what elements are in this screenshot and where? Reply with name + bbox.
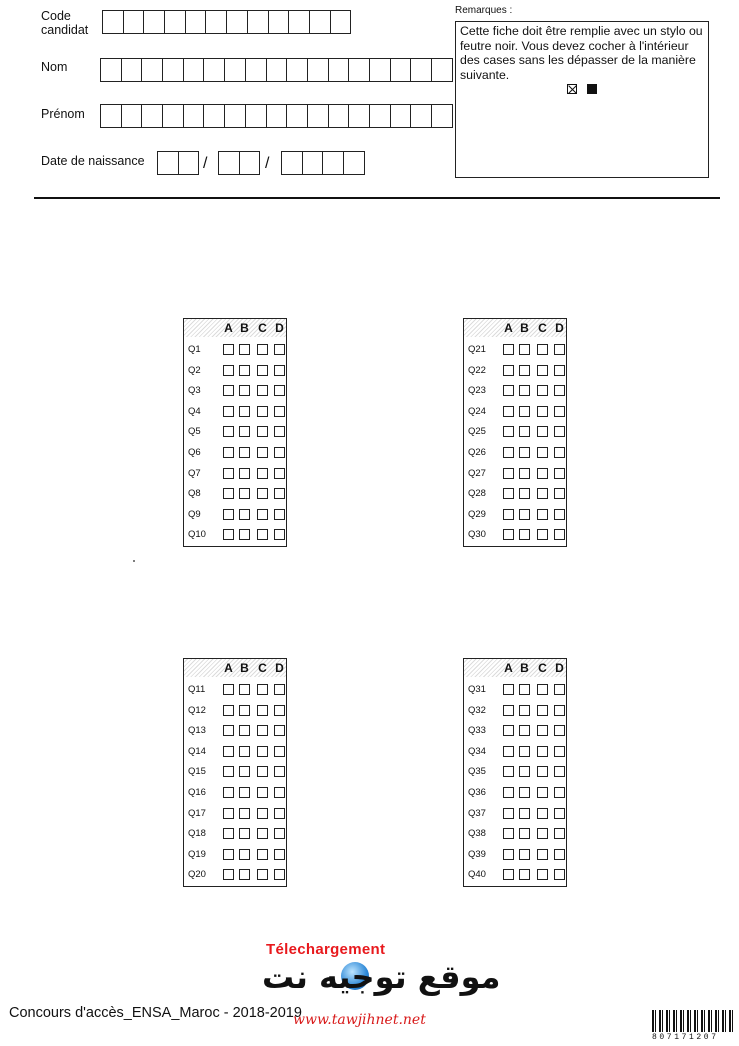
question-label: Q2 <box>188 364 201 376</box>
answer-checkbox[interactable] <box>257 426 268 437</box>
question-label: Q9 <box>188 508 201 520</box>
answer-checkbox[interactable] <box>537 705 548 716</box>
answer-checkbox[interactable] <box>223 509 234 520</box>
answer-checkbox[interactable] <box>274 746 285 757</box>
divider <box>34 197 720 199</box>
answer-checkbox[interactable] <box>537 746 548 757</box>
filled-box-icon <box>587 84 597 94</box>
choice-letter: C <box>258 661 267 675</box>
question-label: Q21 <box>468 344 486 355</box>
code-candidat-label: Code candidat <box>41 9 89 37</box>
answer-block-header <box>184 319 286 337</box>
answer-checkbox[interactable] <box>537 344 548 355</box>
answer-checkbox[interactable] <box>257 705 268 716</box>
question-row <box>464 505 566 525</box>
question-row <box>464 742 566 762</box>
question-label: Q16 <box>188 787 206 798</box>
answer-checkbox[interactable] <box>257 787 268 798</box>
answer-checkbox[interactable] <box>239 849 250 860</box>
answer-checkbox[interactable] <box>503 385 514 396</box>
question-label: Q24 <box>468 405 486 417</box>
answer-checkbox[interactable] <box>257 468 268 479</box>
question-row <box>464 680 566 700</box>
answer-checkbox[interactable] <box>239 684 250 695</box>
answer-checkbox[interactable] <box>274 725 285 736</box>
answer-checkbox[interactable] <box>257 746 268 757</box>
question-row <box>184 381 286 401</box>
answer-checkbox[interactable] <box>223 725 234 736</box>
question-row <box>184 422 286 442</box>
question-label: Q22 <box>468 364 486 376</box>
answer-checkbox[interactable] <box>274 705 285 716</box>
answer-checkbox[interactable] <box>503 529 514 540</box>
answer-block-header <box>464 659 566 677</box>
question-row <box>184 340 286 360</box>
question-row <box>184 443 286 463</box>
answer-checkbox[interactable] <box>274 828 285 839</box>
answer-checkbox[interactable] <box>554 344 565 355</box>
answer-checkbox[interactable] <box>274 849 285 860</box>
answer-checkbox[interactable] <box>519 406 530 417</box>
question-label: Q27 <box>468 467 486 479</box>
answer-checkbox[interactable] <box>503 406 514 417</box>
question-label: Q32 <box>468 704 486 716</box>
answer-checkbox[interactable] <box>503 468 514 479</box>
answer-checkbox[interactable] <box>239 509 250 520</box>
answer-checkbox[interactable] <box>223 684 234 695</box>
dob-month-field[interactable] <box>218 151 260 175</box>
answer-checkbox[interactable] <box>274 406 285 417</box>
answer-checkbox[interactable] <box>503 787 514 798</box>
stray-dot <box>133 560 135 562</box>
question-row <box>184 505 286 525</box>
answer-checkbox[interactable] <box>554 426 565 437</box>
question-row <box>184 804 286 824</box>
question-label: Q28 <box>468 488 486 500</box>
question-label: Q37 <box>468 807 486 819</box>
answer-block-1 <box>183 318 287 547</box>
question-row <box>184 824 286 844</box>
answer-checkbox[interactable] <box>503 725 514 736</box>
answer-checkbox[interactable] <box>239 529 250 540</box>
prenom-field[interactable] <box>100 104 453 128</box>
answer-checkbox[interactable] <box>537 725 548 736</box>
answer-checkbox[interactable] <box>537 447 548 458</box>
answer-checkbox[interactable] <box>503 828 514 839</box>
question-row <box>464 783 566 803</box>
answer-checkbox[interactable] <box>223 468 234 479</box>
answer-checkbox[interactable] <box>503 488 514 499</box>
question-row <box>184 721 286 741</box>
answer-checkbox[interactable] <box>274 365 285 376</box>
answer-checkbox[interactable] <box>257 684 268 695</box>
remarks-title: Remarques : <box>455 5 513 16</box>
answer-checkbox[interactable] <box>223 488 234 499</box>
answer-checkbox[interactable] <box>503 705 514 716</box>
answer-checkbox[interactable] <box>223 705 234 716</box>
answer-checkbox[interactable] <box>537 869 548 880</box>
answer-checkbox[interactable] <box>503 509 514 520</box>
remarks-box <box>455 21 709 178</box>
answer-checkbox[interactable] <box>503 849 514 860</box>
choice-letter: B <box>520 661 529 675</box>
answer-checkbox[interactable] <box>519 787 530 798</box>
answer-checkbox[interactable] <box>503 426 514 437</box>
answer-checkbox[interactable] <box>274 344 285 355</box>
answer-checkbox[interactable] <box>257 869 268 880</box>
answer-checkbox[interactable] <box>274 385 285 396</box>
question-label: Q39 <box>468 848 486 860</box>
question-label: Q40 <box>468 869 486 881</box>
question-row <box>464 762 566 782</box>
question-row <box>184 361 286 381</box>
answer-checkbox[interactable] <box>519 509 530 520</box>
answer-checkbox[interactable] <box>239 869 250 880</box>
question-row <box>464 721 566 741</box>
question-label: Q4 <box>188 405 201 417</box>
choice-letter: C <box>258 321 267 335</box>
answer-checkbox[interactable] <box>503 766 514 777</box>
question-row <box>464 804 566 824</box>
answer-checkbox[interactable] <box>537 766 548 777</box>
dob-separator: / <box>203 155 208 172</box>
question-label: Q6 <box>188 447 201 458</box>
question-label: Q7 <box>188 467 201 479</box>
question-label: Q34 <box>468 745 486 757</box>
question-label: Q5 <box>188 426 201 438</box>
answer-checkbox[interactable] <box>239 746 250 757</box>
choice-letter: B <box>240 661 249 675</box>
answer-checkbox[interactable] <box>239 808 250 819</box>
barcode-number: 807171207 <box>652 1033 719 1042</box>
answer-checkbox[interactable] <box>503 447 514 458</box>
question-label: Q17 <box>188 807 206 819</box>
question-label: Q29 <box>468 508 486 520</box>
answer-checkbox[interactable] <box>239 447 250 458</box>
answer-checkbox[interactable] <box>554 705 565 716</box>
answer-checkbox[interactable] <box>537 488 548 499</box>
question-row <box>464 402 566 422</box>
answer-checkbox[interactable] <box>537 529 548 540</box>
answer-checkbox[interactable] <box>274 787 285 798</box>
answer-checkbox[interactable] <box>519 365 530 376</box>
answer-checkbox[interactable] <box>519 344 530 355</box>
answer-checkbox[interactable] <box>223 746 234 757</box>
question-label: Q35 <box>468 766 486 778</box>
answer-checkbox[interactable] <box>223 406 234 417</box>
answer-checkbox[interactable] <box>554 746 565 757</box>
answer-block-header <box>184 659 286 677</box>
question-label: Q20 <box>188 869 206 881</box>
choice-letter: A <box>504 321 513 335</box>
answer-checkbox[interactable] <box>223 828 234 839</box>
watermark-download-text: Télechargement <box>266 941 386 958</box>
answer-checkbox[interactable] <box>519 488 530 499</box>
answer-checkbox[interactable] <box>274 468 285 479</box>
answer-checkbox[interactable] <box>519 705 530 716</box>
crossed-box-icon <box>567 84 577 94</box>
choice-letter: D <box>555 661 564 675</box>
answer-checkbox[interactable] <box>554 828 565 839</box>
answer-checkbox[interactable] <box>257 488 268 499</box>
answer-checkbox[interactable] <box>537 426 548 437</box>
answer-checkbox[interactable] <box>223 787 234 798</box>
marking-example <box>460 84 704 94</box>
choice-letter: D <box>275 661 284 675</box>
answer-checkbox[interactable] <box>223 365 234 376</box>
remarks-text: Cette fiche doit être remplie avec un stylo ou feutre noir. Vous devez cocher à l'intérieur des cases sans les dépasser de la manière suivante. <box>460 24 703 82</box>
question-row <box>464 484 566 504</box>
question-row <box>184 742 286 762</box>
answer-checkbox[interactable] <box>537 406 548 417</box>
answer-checkbox[interactable] <box>223 447 234 458</box>
question-label: Q26 <box>468 447 486 458</box>
footer-text: Concours d'accès_ENSA_Maroc - 2018-2019 <box>9 1005 302 1021</box>
answer-checkbox[interactable] <box>274 447 285 458</box>
question-row <box>184 845 286 865</box>
question-label: Q1 <box>188 344 201 355</box>
answer-checkbox[interactable] <box>537 849 548 860</box>
choice-letter: C <box>538 661 547 675</box>
answer-checkbox[interactable] <box>239 828 250 839</box>
watermark-arabic-logo: موقع توجيه نت <box>262 958 501 996</box>
answer-checkbox[interactable] <box>537 787 548 798</box>
answer-checkbox[interactable] <box>239 426 250 437</box>
nom-label: Nom <box>41 60 68 74</box>
barcode-icon <box>652 1010 736 1032</box>
question-row <box>464 361 566 381</box>
answer-checkbox[interactable] <box>257 529 268 540</box>
question-label: Q38 <box>468 828 486 840</box>
answer-checkbox[interactable] <box>537 509 548 520</box>
question-label: Q36 <box>468 787 486 798</box>
answer-checkbox[interactable] <box>519 766 530 777</box>
answer-checkbox[interactable] <box>274 529 285 540</box>
answer-checkbox[interactable] <box>503 684 514 695</box>
answer-checkbox[interactable] <box>503 365 514 376</box>
answer-checkbox[interactable] <box>554 684 565 695</box>
answer-checkbox[interactable] <box>257 725 268 736</box>
choice-letter: B <box>240 321 249 335</box>
question-label: Q25 <box>468 426 486 438</box>
question-row <box>184 701 286 721</box>
answer-checkbox[interactable] <box>223 849 234 860</box>
answer-checkbox[interactable] <box>239 365 250 376</box>
answer-checkbox[interactable] <box>537 365 548 376</box>
answer-checkbox[interactable] <box>537 468 548 479</box>
answer-checkbox[interactable] <box>519 828 530 839</box>
question-row <box>184 402 286 422</box>
answer-checkbox[interactable] <box>503 869 514 880</box>
question-label: Q30 <box>468 529 486 541</box>
choice-letter: A <box>224 661 233 675</box>
answer-checkbox[interactable] <box>239 385 250 396</box>
choice-letter: A <box>504 661 513 675</box>
question-row <box>464 845 566 865</box>
question-row <box>464 464 566 484</box>
dob-separator: / <box>265 155 270 172</box>
answer-checkbox[interactable] <box>223 869 234 880</box>
question-row <box>464 340 566 360</box>
answer-checkbox[interactable] <box>257 509 268 520</box>
answer-checkbox[interactable] <box>537 385 548 396</box>
answer-checkbox[interactable] <box>239 468 250 479</box>
question-label: Q13 <box>188 725 206 737</box>
answer-checkbox[interactable] <box>519 684 530 695</box>
answer-checkbox[interactable] <box>257 808 268 819</box>
answer-checkbox[interactable] <box>554 808 565 819</box>
question-row <box>184 783 286 803</box>
question-label: Q31 <box>468 684 486 695</box>
question-label: Q33 <box>468 725 486 737</box>
answer-checkbox[interactable] <box>554 365 565 376</box>
choice-letter: A <box>224 321 233 335</box>
answer-checkbox[interactable] <box>239 344 250 355</box>
answer-checkbox[interactable] <box>274 766 285 777</box>
answer-checkbox[interactable] <box>257 406 268 417</box>
date-naissance-label: Date de naissance <box>41 154 145 168</box>
choice-letter: D <box>555 321 564 335</box>
question-label: Q12 <box>188 704 206 716</box>
answer-checkbox[interactable] <box>239 406 250 417</box>
answer-checkbox[interactable] <box>519 725 530 736</box>
question-label: Q23 <box>468 385 486 397</box>
answer-checkbox[interactable] <box>223 426 234 437</box>
question-row <box>184 484 286 504</box>
answer-checkbox[interactable] <box>554 725 565 736</box>
watermark-url: www.tawjihnet.net <box>293 1012 426 1028</box>
answer-checkbox[interactable] <box>223 344 234 355</box>
answer-block-4 <box>463 658 567 887</box>
question-row <box>464 422 566 442</box>
answer-checkbox[interactable] <box>554 509 565 520</box>
question-row <box>184 525 286 545</box>
question-row <box>464 525 566 545</box>
answer-block-3 <box>463 318 567 547</box>
answer-checkbox[interactable] <box>519 746 530 757</box>
answer-checkbox[interactable] <box>223 385 234 396</box>
question-row <box>184 865 286 885</box>
question-label: Q18 <box>188 828 206 840</box>
answer-checkbox[interactable] <box>503 808 514 819</box>
answer-checkbox[interactable] <box>554 488 565 499</box>
choice-letter: B <box>520 321 529 335</box>
answer-checkbox[interactable] <box>554 406 565 417</box>
answer-block-header <box>464 319 566 337</box>
question-label: Q15 <box>188 766 206 778</box>
answer-checkbox[interactable] <box>239 787 250 798</box>
answer-checkbox[interactable] <box>554 787 565 798</box>
answer-checkbox[interactable] <box>519 808 530 819</box>
question-row <box>464 824 566 844</box>
answer-checkbox[interactable] <box>257 344 268 355</box>
answer-checkbox[interactable] <box>519 447 530 458</box>
question-row <box>464 865 566 885</box>
answer-checkbox[interactable] <box>554 385 565 396</box>
answer-checkbox[interactable] <box>519 869 530 880</box>
answer-checkbox[interactable] <box>239 766 250 777</box>
answer-checkbox[interactable] <box>503 344 514 355</box>
question-label: Q10 <box>188 529 206 541</box>
answer-checkbox[interactable] <box>554 468 565 479</box>
question-row <box>184 762 286 782</box>
question-label: Q19 <box>188 848 206 860</box>
answer-checkbox[interactable] <box>274 869 285 880</box>
nom-field[interactable] <box>100 58 453 82</box>
answer-checkbox[interactable] <box>274 509 285 520</box>
answer-checkbox[interactable] <box>257 447 268 458</box>
question-label: Q8 <box>188 488 201 500</box>
answer-checkbox[interactable] <box>274 808 285 819</box>
answer-checkbox[interactable] <box>519 529 530 540</box>
answer-checkbox[interactable] <box>257 385 268 396</box>
answer-block-2 <box>183 658 287 887</box>
answer-checkbox[interactable] <box>257 365 268 376</box>
answer-checkbox[interactable] <box>519 385 530 396</box>
choice-letter: C <box>538 321 547 335</box>
answer-checkbox[interactable] <box>257 849 268 860</box>
question-row <box>184 464 286 484</box>
dob-year-field[interactable] <box>281 151 365 175</box>
answer-checkbox[interactable] <box>257 766 268 777</box>
answer-checkbox[interactable] <box>554 447 565 458</box>
question-label: Q3 <box>188 385 201 397</box>
answer-checkbox[interactable] <box>503 746 514 757</box>
question-label: Q14 <box>188 745 206 757</box>
answer-checkbox[interactable] <box>274 684 285 695</box>
answer-checkbox[interactable] <box>223 529 234 540</box>
answer-checkbox[interactable] <box>519 849 530 860</box>
answer-checkbox[interactable] <box>223 766 234 777</box>
question-label: Q11 <box>188 684 206 695</box>
question-row <box>464 443 566 463</box>
answer-checkbox[interactable] <box>239 705 250 716</box>
answer-checkbox[interactable] <box>537 684 548 695</box>
dob-day-field[interactable] <box>157 151 199 175</box>
choice-letter: D <box>275 321 284 335</box>
prenom-label: Prénom <box>41 107 85 121</box>
answer-checkbox[interactable] <box>554 869 565 880</box>
question-row <box>184 680 286 700</box>
question-row <box>464 381 566 401</box>
answer-checkbox[interactable] <box>537 808 548 819</box>
question-row <box>464 701 566 721</box>
code-candidat-field[interactable] <box>102 10 351 34</box>
answer-checkbox[interactable] <box>257 828 268 839</box>
answer-checkbox[interactable] <box>519 426 530 437</box>
answer-checkbox[interactable] <box>519 468 530 479</box>
answer-checkbox[interactable] <box>239 725 250 736</box>
answer-checkbox[interactable] <box>554 766 565 777</box>
answer-checkbox[interactable] <box>274 488 285 499</box>
answer-checkbox[interactable] <box>537 828 548 839</box>
answer-checkbox[interactable] <box>239 488 250 499</box>
answer-checkbox[interactable] <box>554 849 565 860</box>
answer-checkbox[interactable] <box>223 808 234 819</box>
answer-checkbox[interactable] <box>274 426 285 437</box>
answer-checkbox[interactable] <box>554 529 565 540</box>
